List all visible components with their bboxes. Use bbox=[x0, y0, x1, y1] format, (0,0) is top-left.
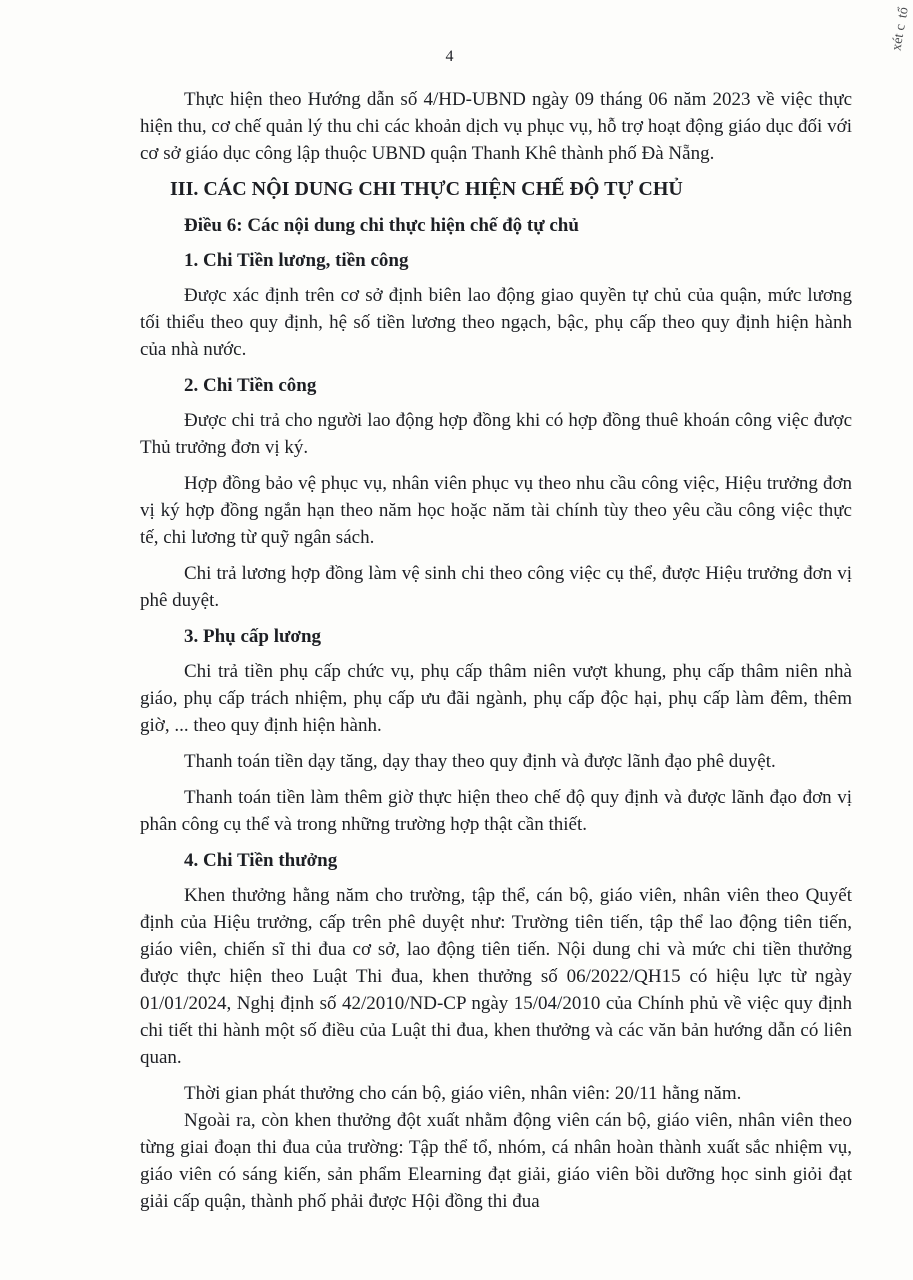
item-paragraph: Chi trả lương hợp đồng làm vệ sinh chi theo công việc cụ thể, được Hiệu trưởng đơn vị phê duyệt. bbox=[140, 563, 852, 611]
corner-handwritten-note: xét c tổ bbox=[889, 6, 912, 52]
section-title: III. CÁC NỘI DUNG CHI THỰC HIỆN CHẾ ĐỘ TỰ CHỦ bbox=[170, 178, 683, 200]
page-number: 4 bbox=[445, 48, 454, 65]
article-title: Điều 6: Các nội dung chi thực hiện chế độ tự chủ bbox=[184, 215, 579, 236]
item-paragraph: Ngoài ra, còn khen thưởng đột xuất nhằm động viên cán bộ, giáo viên, nhân viên theo từng giai đoạn thi đua của trường: Tập thể tổ, nhóm, cá nhân hoàn thành xuất sắc nhiệm vụ, giáo viên có sáng kiến, sản phẩm Elearning đạt giải, giáo viên bồi dưỡng học sinh giỏi đạt giải cấp quận, thành phố phải được Hội đồng thi đua bbox=[140, 1110, 852, 1212]
item-heading: 2. Chi Tiền công bbox=[184, 375, 317, 396]
item-paragraph: Được xác định trên cơ sở định biên lao động giao quyền tự chủ của quận, mức lương tối thiểu theo quy định, hệ số tiền lương theo ngạch, bậc, phụ cấp theo quy định hiện hành của nhà nước. bbox=[140, 285, 852, 360]
intro-paragraph: Thực hiện theo Hướng dẫn số 4/HD-UBND ngày 09 tháng 06 năm 2023 về việc thực hiện thu, cơ chế quản lý thu chi các khoản dịch vụ phục vụ, hỗ trợ hoạt động giáo dục đối với cơ sở giáo dục công lập thuộc UBND quận Thanh Khê thành phố Đà Nẵng. bbox=[140, 89, 852, 164]
item-paragraph: Thanh toán tiền dạy tăng, dạy thay theo quy định và được lãnh đạo phê duyệt. bbox=[184, 751, 776, 772]
item-paragraph: Thời gian phát thưởng cho cán bộ, giáo viên, nhân viên: 20/11 hằng năm. bbox=[184, 1083, 742, 1104]
item-paragraph: Thanh toán tiền làm thêm giờ thực hiện theo chế độ quy định và được lãnh đạo đơn vị phân công cụ thể và trong những trường hợp thật cần thiết. bbox=[140, 787, 852, 835]
item-heading: 1. Chi Tiền lương, tiền công bbox=[184, 250, 409, 271]
document-body bbox=[140, 86, 852, 1224]
item-paragraph: Được chi trả cho người lao động hợp đồng khi có hợp đồng thuê khoán công việc được Thủ trưởng đơn vị ký. bbox=[140, 410, 852, 458]
item-heading: 3. Phụ cấp lương bbox=[184, 626, 322, 647]
item-paragraph: Chi trả tiền phụ cấp chức vụ, phụ cấp thâm niên vượt khung, phụ cấp thâm niên nhà giáo, phụ cấp trách nhiệm, phụ cấp ưu đãi ngành, phụ cấp độc hại, phụ cấp làm đêm, thêm giờ, ... theo quy định hiện hành. bbox=[140, 661, 852, 736]
item-paragraph: Khen thưởng hằng năm cho trường, tập thể, cán bộ, giáo viên, nhân viên theo Quyết định của Hiệu trưởng, cấp trên phê duyệt như: Trường tiên tiến, tập thể lao động tiên tiến, giáo viên, chiến sĩ thi đua cơ sở, lao động tiên tiến. Nội dung chi và mức chi tiền thưởng được thực hiện theo Luật Thi đua, khen thưởng số 06/2022/QH15 có hiệu lực từ ngày 01/01/2024, Nghị định số 42/2010/ND-CP ngày 15/04/2010 của Chính phủ về việc quy định chi tiết thi hành một số điều của Luật thi đua, khen thưởng và các văn bản hướng dẫn có liên quan. bbox=[140, 885, 852, 1068]
item-heading: 4. Chi Tiền thưởng bbox=[184, 850, 338, 871]
item-paragraph: Hợp đồng bảo vệ phục vụ, nhân viên phục vụ theo nhu cầu công việc, Hiệu trưởng đơn vị ký hợp đồng ngắn hạn theo năm học hoặc năm tài chính tùy theo yêu cầu công việc thực tế, chi lương từ quỹ ngân sách. bbox=[140, 473, 852, 548]
